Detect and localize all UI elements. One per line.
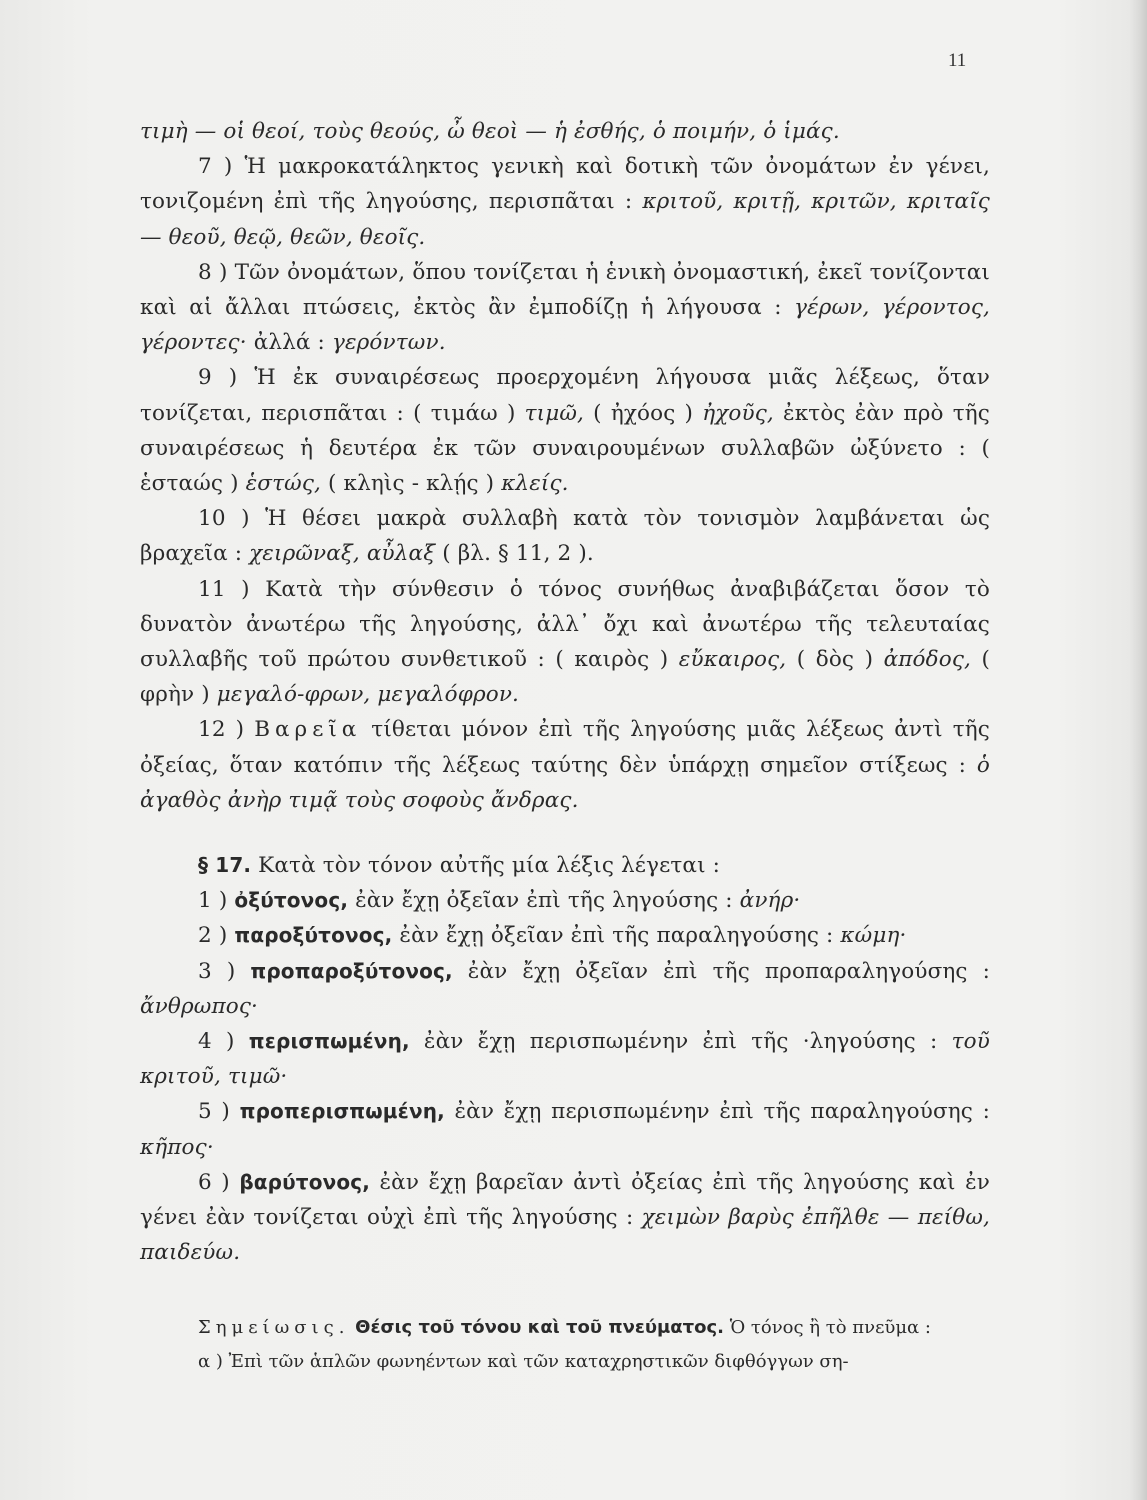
term: ὀξύτονος,: [234, 888, 349, 913]
rule-11: [140, 572, 990, 713]
item-number: α ): [198, 1351, 223, 1372]
example-text: ἀπόδος,: [883, 647, 972, 673]
section-17-heading: [140, 848, 990, 883]
example-text: μεγαλό-φρων, μεγαλόφρον.: [216, 682, 520, 708]
example-text: ἀνήρ·: [739, 888, 801, 914]
example-text: κώμη·: [840, 923, 907, 949]
example-text: τιμὴ — οἱ θεοί, τοὺς θεούς, ὦ θεοὶ — ἡ ἐσθής, ὁ ποιμήν, ὁ ἱμάς.: [140, 119, 840, 144]
note-block: [140, 1311, 990, 1379]
rule-9: [140, 360, 990, 501]
rule-text: Ἡ μακροκατάληκτος γενικὴ καὶ δοτικὴ τῶν ὀνομάτων ἐν γένει, τονιζομένη ἐπὶ τῆς ληγούσης, περισπᾶται :: [140, 154, 990, 215]
item-number: 1 ): [198, 888, 228, 914]
example-text: γερόντων.: [331, 330, 446, 356]
accent-type-3: [140, 954, 990, 1024]
example-text: τοῦ κριτοῦ, τιμῶ·: [140, 1029, 990, 1090]
example-text: κῆπος·: [140, 1134, 214, 1160]
note-item-a: [140, 1345, 990, 1379]
rule-number: 7 ): [198, 154, 233, 180]
example-text: ἑστώς,: [245, 471, 322, 497]
note-item-text: Ἐπὶ τῶν ἁπλῶν φωνηέντων καὶ τῶν καταχρηστικῶν διφθόγγων ση-: [228, 1351, 849, 1372]
term: περισπωμένη,: [248, 1029, 410, 1054]
note-heading: [140, 1311, 990, 1345]
term: παροξύτονος,: [234, 923, 393, 948]
cross-reference: ( βλ. § 11, 2 ).: [442, 541, 594, 567]
accent-type-4: [140, 1024, 990, 1094]
example-text: ἄνθρωπος·: [140, 993, 259, 1019]
accent-type-1: [140, 883, 990, 918]
rule-7: [140, 149, 990, 255]
definition: ἐὰν ἔχῃ βαρεῖαν ἀντὶ ὀξείας ἐπὶ τῆς ληγούσης καὶ ἐν γένει ἐὰν τονίζεται οὐχὶ ἐπὶ τῆς ληγούσης :: [140, 1169, 991, 1231]
note-text: Ὁ τόνος ἢ τὸ πνεῦμα :: [729, 1317, 931, 1338]
item-number: 5 ): [198, 1099, 230, 1125]
rule-number: 12 ): [198, 717, 245, 743]
rule-number: 10 ): [198, 506, 250, 532]
example-text: κλείς.: [501, 471, 569, 497]
rule-text: ( δὸς ): [796, 647, 874, 673]
rule-text: Κατὰ τὴν σύνθεσιν ὁ τόνος συνήθως ἀναβιβάζεται ὅσον τὸ δυνατὸν ἀνωτέρω τῆς ληγούσης, ἀλλ᾽ ὄχι καὶ ἀνωτέρω τῆς τελευταίας συλλαβῆς τοῦ πρώτου συνθετικοῦ : ( καιρὸς ): [140, 576, 991, 673]
continuation-line: [140, 114, 990, 149]
definition: ἐὰν ἔχῃ περισπωμένην ἐπὶ τῆς παραληγούσης :: [454, 1099, 990, 1125]
note-label: Σημείωσις.: [198, 1317, 350, 1338]
accent-type-2: [140, 918, 990, 953]
example-text: γέρων, γέροντος, γέροντες·: [140, 295, 991, 356]
section-number: § 17.: [198, 853, 252, 878]
page-number: 11: [948, 50, 967, 71]
rule-number: 8 ): [198, 259, 228, 285]
rule-8: [140, 255, 990, 361]
rule-text: ἐκτὸς ἐὰν πρὸ τῆς συναιρέσεως ἡ δευτέρα ἐκ τῶν συναιρουμένων συλλαβῶν ὠξύνετο : ( ἑσταώς ): [140, 400, 990, 497]
item-number: 2 ): [198, 923, 228, 949]
rule-number: 11 ): [198, 576, 250, 602]
term: προπαροξύτονος,: [250, 958, 453, 983]
rule-text: Τῶν ὀνομάτων, ὅπου τονίζεται ἡ ἑνικὴ ὀνομαστική, ἐκεῖ τονίζονται καὶ αἱ ἄλλαι πτώσεις, ἐκτὸς ἂν ἐμποδίζῃ ἡ λήγουσα :: [140, 259, 991, 321]
rule-10: [140, 501, 990, 571]
section-text: Κατὰ τὸν τόνον αὐτῆς μία λέξις λέγεται :: [258, 853, 721, 879]
example-text: ἠχοῦς,: [702, 400, 774, 426]
term: βαρύτονος,: [239, 1169, 371, 1194]
example-text: χειρῶναξ, αὖλαξ: [249, 541, 436, 567]
rule-text: ( ἠχόος ): [593, 400, 694, 426]
rule-text: ( κληὶς - κλῄς ): [328, 471, 495, 497]
note-title: Θέσις τοῦ τόνου καὶ τοῦ πνεύματος.: [355, 1317, 724, 1338]
rule-text: Ἡ θέσει μακρὰ συλλαβὴ κατὰ τὸν τονισμὸν λαμβάνεται ὡς βραχεῖα :: [140, 506, 991, 567]
example-text: ὁ ἀγαθὸς ἀνὴρ τιμᾷ τοὺς σοφοὺς ἄνδρας.: [140, 752, 990, 813]
definition: ἐὰν ἔχῃ ὀξεῖαν ἐπὶ τῆς παραληγούσης :: [399, 923, 834, 949]
rule-text: ( φρὴν ): [140, 647, 991, 708]
example-text: κριτοῦ, κριτῇ, κριτῶν, κριταῖς — θεοῦ, θεῷ, θεῶν, θεοῖς.: [140, 189, 990, 250]
term: προπερισπωμένη,: [239, 1099, 445, 1124]
example-text: τιμῶ,: [524, 400, 585, 426]
definition: ἐὰν ἔχῃ περισπωμένην ἐπὶ τῆς ·ληγούσης :: [423, 1029, 938, 1055]
rule-text: ἀλλά :: [253, 330, 325, 356]
spaced-term: Βαρεῖα: [254, 717, 362, 743]
accent-type-6: [140, 1165, 990, 1271]
item-number: 4 ): [198, 1029, 235, 1055]
rule-text: τίθεται μόνον ἐπὶ τῆς ληγούσης μιᾶς λέξεως ἀντὶ τῆς ὀξείας, ὅταν κατόπιν τῆς λέξεως ταύτης δὲν ὑπάρχῃ σημεῖον στίξεως :: [140, 717, 990, 778]
page-edge-shadow: [1129, 0, 1147, 1500]
rule-12: [140, 712, 990, 818]
rule-number: 9 ): [198, 365, 238, 391]
page-body: [140, 114, 990, 1271]
definition: ἐὰν ἔχῃ ὀξεῖαν ἐπὶ τῆς προπαραληγούσης :: [467, 958, 991, 984]
item-number: 6 ): [198, 1169, 230, 1195]
rule-text: Ἡ ἐκ συναιρέσεως προερχομένη λήγουσα μιᾶς λέξεως, ὅταν τονίζεται, περισπᾶται : ( τιμάω ): [140, 365, 990, 426]
example-text: εὔκαιρος,: [678, 647, 787, 673]
definition: ἐὰν ἔχῃ ὀξεῖαν ἐπὶ τῆς ληγούσης :: [355, 888, 733, 914]
accent-type-5: [140, 1094, 990, 1164]
item-number: 3 ): [198, 958, 236, 984]
example-text: χειμὼν βαρὺς ἐπῆλθε — πείθω, παιδεύω.: [140, 1205, 991, 1266]
section-gap: [140, 818, 990, 848]
